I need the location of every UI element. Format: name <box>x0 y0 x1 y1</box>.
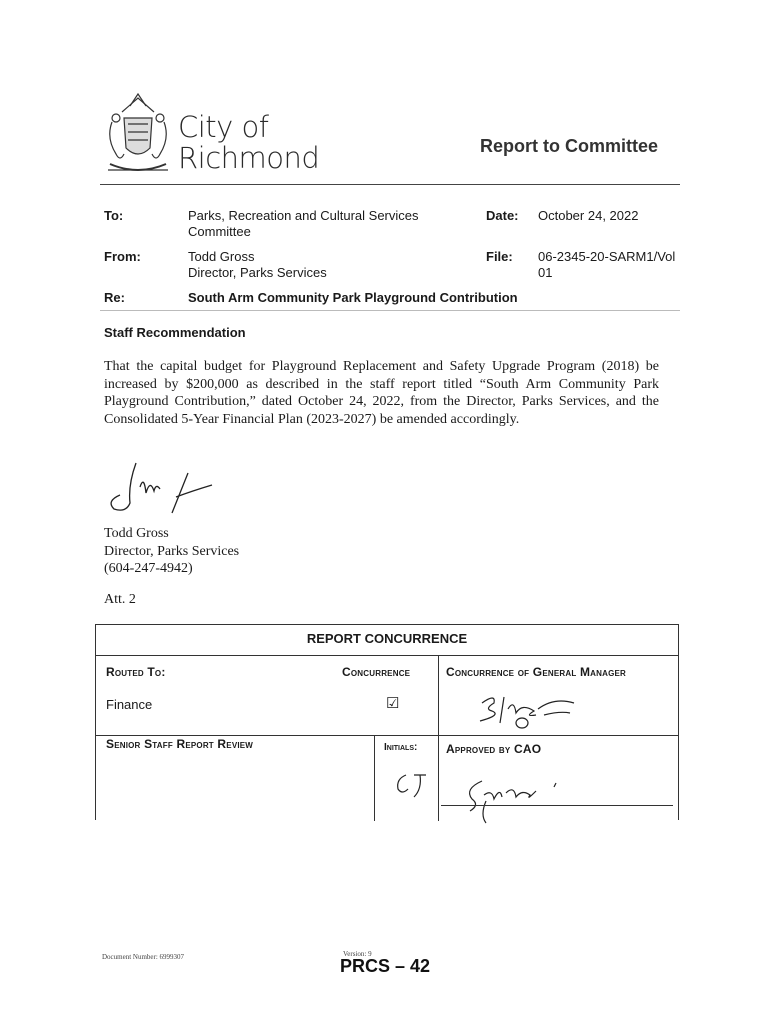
date-value: October 24, 2022 <box>538 208 639 223</box>
signatory-title: Director, Parks Services <box>104 543 240 559</box>
senior-staff-review-label: Senior Staff Report Review <box>106 737 254 751</box>
initials-mark <box>392 767 432 808</box>
org-name <box>178 112 319 174</box>
cao-signature <box>456 771 576 832</box>
concurrence-title: REPORT CONCURRENCE <box>306 631 468 646</box>
report-concurrence-table <box>95 624 679 820</box>
to-value-line2: Committee <box>188 224 251 239</box>
to-label: To: <box>104 208 124 223</box>
cao-signature-line <box>441 805 673 806</box>
gm-concurrence-header: Concurrence of General Manager <box>446 665 627 679</box>
table-rule <box>96 655 678 656</box>
org-name-line1: City of <box>178 110 269 144</box>
approved-by-cao-label: Approved by CAO <box>446 742 542 756</box>
document-number: Document Number: 6999307 <box>102 953 185 961</box>
org-name-line2: Richmond <box>178 141 320 175</box>
from-value <box>188 249 327 281</box>
attachments-count: Att. 2 <box>104 592 136 607</box>
file-label: File: <box>486 249 513 264</box>
from-value-line2: Director, Parks Services <box>188 265 327 280</box>
to-value <box>188 208 419 240</box>
signatory-block <box>104 525 239 578</box>
header-divider <box>100 184 680 185</box>
staff-recommendation-heading: Staff Recommendation <box>104 325 246 340</box>
page-label: PRCS – 42 <box>340 956 431 976</box>
file-value-line2: 01 <box>538 265 553 280</box>
signatory-name: Todd Gross <box>104 526 169 541</box>
signatory-phone: (604-247-4942) <box>104 561 193 576</box>
report-type-title: Report to Committee <box>480 136 659 156</box>
initials-label: Initials: <box>384 742 418 753</box>
file-value-line1: 06-2345-20-SARM1/Vol <box>538 249 676 264</box>
concurrence-checkbox: ☑ <box>386 695 400 712</box>
staff-recommendation-body: That the capital budget for Playground Replacement and Safety Upgrade Program (2018) be increased by $200,000 as described in the staff report titled “South Arm Community Park Playground Contribution,” dated October 24, 2022, from the Director, Parks Services, and the Consolidated 5-Year Financial Plan (2023-2027) be amended accordingly. <box>104 359 659 427</box>
re-value: South Arm Community Park Playground Contribution <box>188 290 518 305</box>
to-value-line1: Parks, Recreation and Cultural Services <box>188 208 419 223</box>
concurrence-header: Concurrence <box>342 665 411 679</box>
gm-signature <box>474 689 584 734</box>
version-number: Version: 9 <box>343 950 372 958</box>
table-rule <box>96 735 678 736</box>
routed-department: Finance <box>106 697 153 712</box>
city-crest-logo <box>102 92 174 180</box>
table-rule <box>438 735 439 821</box>
director-signature <box>100 455 220 525</box>
from-label: From: <box>104 249 141 264</box>
re-label: Re: <box>104 290 125 305</box>
from-value-line1: Todd Gross <box>188 249 255 264</box>
file-value <box>538 249 675 281</box>
table-rule <box>374 735 375 821</box>
routed-to-header: Routed To: <box>106 665 166 679</box>
date-label: Date: <box>486 208 519 223</box>
memo-divider <box>100 310 680 311</box>
table-rule <box>438 655 439 735</box>
